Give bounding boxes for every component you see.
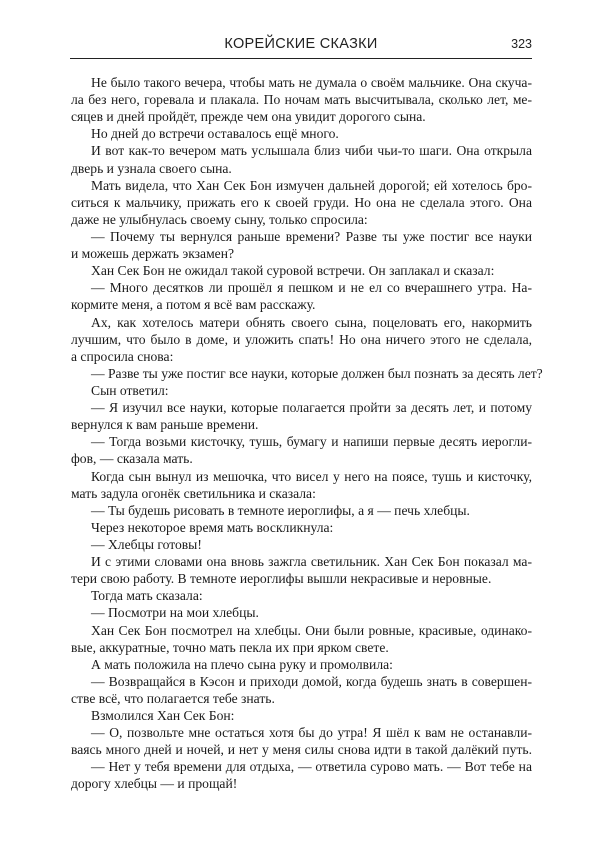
- text-line: — Тогда возьми кисточку, тушь, бумагу и напиши первые десять иерогли-: [91, 434, 532, 450]
- text-line: Но дней до встречи оставалось ещё много.: [91, 126, 339, 142]
- book-title: КОРЕЙСКИЕ СКАЗКИ: [224, 36, 378, 52]
- text-line: фов, — сказала мать.: [71, 451, 193, 467]
- text-line: сяцев и дней пройдёт, прежде чем она увидит дорогого сына.: [71, 109, 426, 125]
- text-line: стве всё, что полагается тебе знать.: [71, 690, 275, 706]
- text-line: а спросила снова:: [71, 348, 174, 364]
- text-line: тери свою работу. В темноте иероглифы вышли некрасивые и неровные.: [71, 571, 492, 587]
- text-line: вернулся к вам раньше времени.: [71, 417, 259, 433]
- text-line: — Ты будешь рисовать в темноте иероглифы, а я — печь хлебцы.: [91, 502, 470, 518]
- text-line: Через некоторое время мать воскликнула:: [91, 519, 334, 535]
- text-line: Ах, как хотелось матери обнять своего сына, поцеловать его, накормить: [91, 314, 532, 330]
- text-line: — Возвращайся в Кэсон и приходи домой, когда будешь знать в совершен-: [91, 673, 532, 689]
- running-header: [70, 34, 532, 56]
- text-line: — Много десятков ли прошёл я пешком и не ел со вчерашнего утра. На-: [91, 280, 532, 296]
- text-line: и можешь держать экзамен?: [71, 246, 235, 262]
- text-line: Хан Сек Бон посмотрел на хлебцы. Они были ровные, красивые, одинако-: [91, 622, 532, 638]
- text-line: — Я изучил все науки, которые полагается пройти за десять лет, и потому: [91, 400, 532, 416]
- text-line: лучшим, что было в доме, и уложить спать! Но она ничего этого не сделала,: [71, 331, 532, 347]
- text-line: Не было такого вечера, чтобы мать не думала о своём мальчике. Она скуча-: [91, 75, 532, 90]
- text-line: — Хлебцы готовы!: [91, 536, 202, 552]
- story-text: [71, 74, 543, 793]
- text-line: — Почему ты вернулся раньше времени? Разве ты уже постиг все науки: [91, 228, 532, 244]
- text-line: — Нет у тебя времени для отдыха, — ответила сурово мать. — Вот тебе на: [91, 759, 532, 775]
- text-line: мать задула огонёк светильника и сказала:: [71, 485, 316, 501]
- text-line: даже не улыбнулась своему сыну, только спросила:: [71, 211, 368, 227]
- text-line: — Разве ты уже постиг все науки, которые должен был познать за десять лет?: [91, 365, 543, 381]
- text-line: А мать положила на плечо сына руку и промолвила:: [91, 656, 393, 672]
- header-divider: [70, 58, 532, 59]
- text-line: Взмолился Хан Сек Бон:: [91, 708, 235, 724]
- text-line: ла без него, горевала и плакала. По ночам мать высчитывала, сколько лет, ме-: [71, 92, 532, 108]
- text-line: Сын ответил:: [91, 382, 169, 398]
- text-line: Тогда мать сказала:: [91, 588, 203, 604]
- text-line: ситься к мальчику, прижать его к своей груди. Но она не сделала этого. Она: [71, 194, 532, 210]
- text-line: И с этими словами она вновь зажгла светильник. Хан Сек Бон показал ма-: [91, 554, 532, 570]
- text-line: — О, позвольте мне остаться хотя бы до утра! Я шёл к вам не останавли-: [91, 725, 532, 741]
- text-line: вые, аккуратные, точно мать пекла их при ярком свете.: [71, 639, 389, 655]
- text-line: дверь и узнала своего сына.: [71, 160, 232, 176]
- text-line: ваясь много дней и ночей, и нет у меня силы снова идти в такой далёкий путь.: [71, 742, 532, 758]
- text-line: Мать видела, что Хан Сек Бон измучен дальней дорогой; ей хотелось бро-: [91, 177, 532, 193]
- text-line: — Посмотри на мои хлебцы.: [91, 605, 259, 621]
- text-line: дорогу хлебцы — и прощай!: [71, 776, 238, 792]
- text-line: кормите меня, а потом я всё вам расскажу.: [71, 297, 316, 313]
- text-line: Хан Сек Бон не ожидал такой суровой встречи. Он заплакал и сказал:: [91, 263, 495, 279]
- page-number: 323: [511, 37, 532, 51]
- text-line: И вот как-то вечером мать услышала близ чиби чьи-то шаги. Она открыла: [91, 143, 532, 159]
- text-line: Когда сын вынул из мешочка, что висел у него на поясе, тушь и кисточку,: [91, 468, 532, 484]
